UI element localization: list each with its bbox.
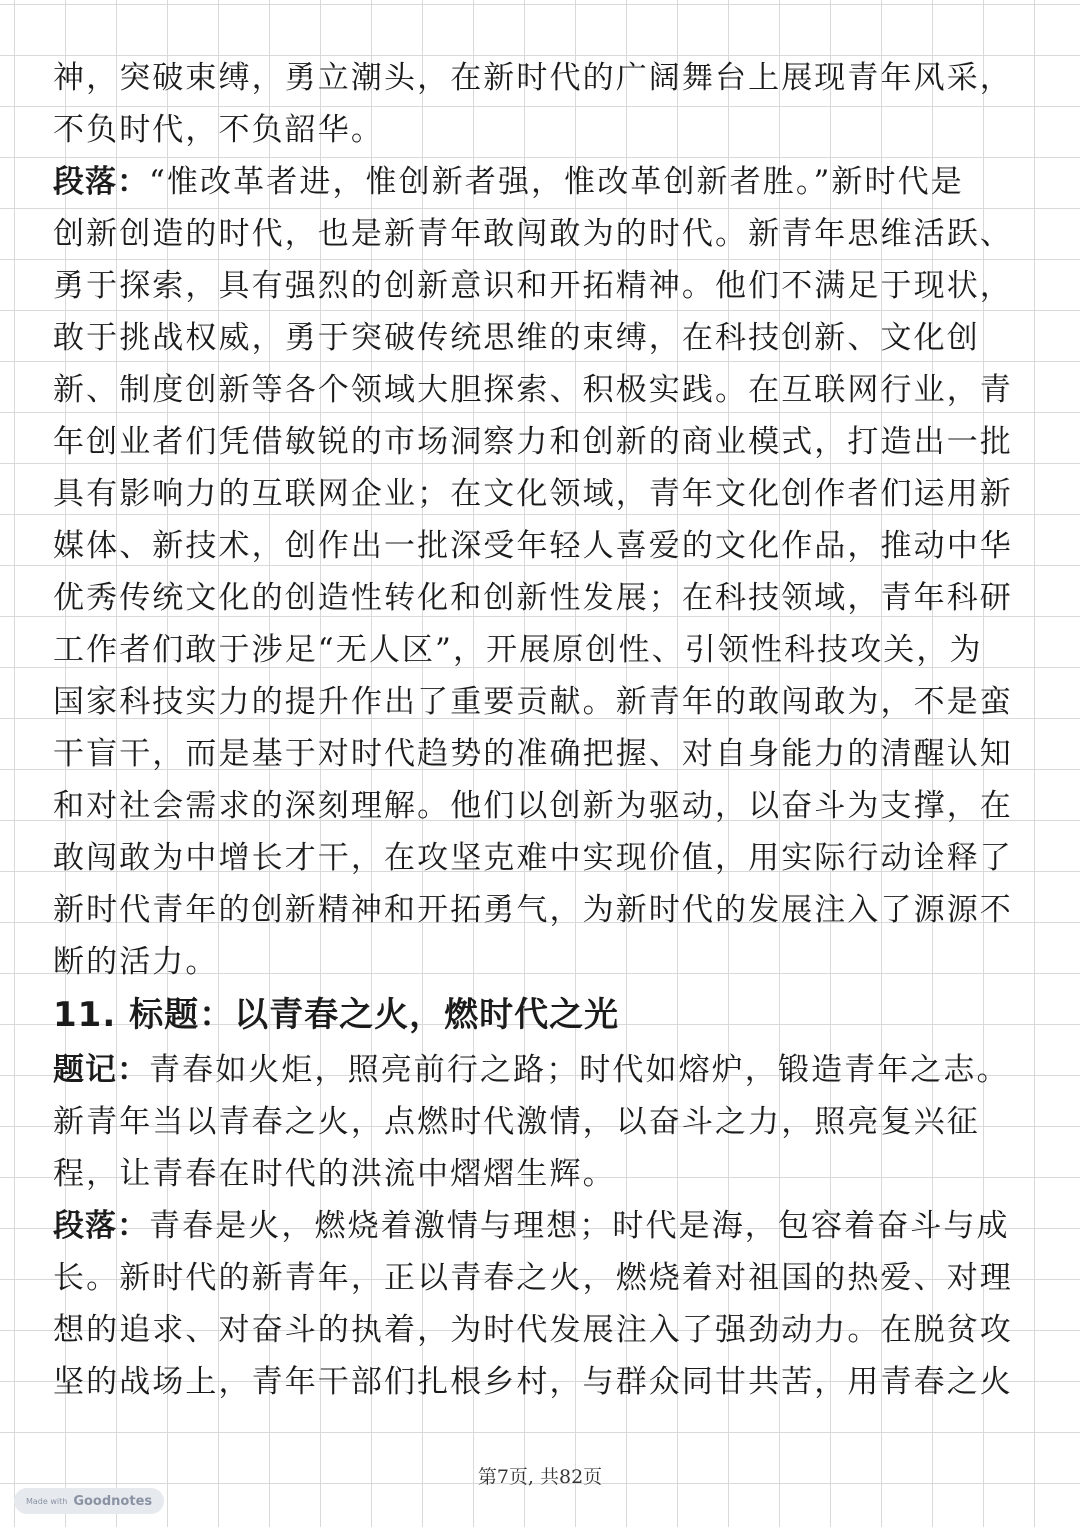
text-line: 勇于探索，具有强烈的创新意识和开拓精神。他们不满足于现状，: [53, 268, 1013, 304]
badge-brand: Goodnotes: [73, 1493, 153, 1509]
text-line: 神，突破束缚，勇立潮头，在新时代的广阔舞台上展现青年风采，: [53, 60, 1013, 96]
text-line: 新青年当以青春之火，点燃时代激情，以奋斗之力，照亮复兴征: [53, 1104, 980, 1140]
goodnotes-badge: [14, 1488, 164, 1514]
text-line: 敢闯敢为中增长才干，在攻坚克难中实现价值，用实际行动诠释了: [53, 840, 1013, 876]
text-line: 工作者们敢于涉足“无人区”，开展原创性、引领性科技攻关，为: [53, 632, 983, 668]
paragraph-opening-text: 青春是火，燃烧着激情与理想；时代是海，包容着奋斗与成: [149, 1208, 1010, 1244]
text-line: 年创业者们凭借敏锐的市场洞察力和创新的商业模式，打造出一批: [53, 424, 1013, 460]
text-line: 国家科技实力的提升作出了重要贡献。新青年的敢闯敢为，不是蛮: [53, 684, 1013, 720]
text-line: 程，让青春在时代的洪流中熠熠生辉。: [53, 1156, 616, 1192]
text-line: 和对社会需求的深刻理解。他们以创新为驱动，以奋斗为支撑，在: [53, 788, 1013, 824]
paragraph-label: 段落：: [53, 1208, 149, 1244]
text-line: 想的追求、对奋斗的执着，为时代发展注入了强劲动力。在脱贫攻: [53, 1312, 1013, 1348]
text-line: 新、制度创新等各个领域大胆探索、积极实践。在互联网行业，青: [53, 372, 1013, 408]
text-line: 长。新时代的新青年，正以青春之火，燃烧着对祖国的热爱、对理: [53, 1260, 1013, 1296]
epigraph-label: 题记：: [53, 1052, 149, 1088]
epigraph-opening-text: 青春如火炬，照亮前行之路；时代如熔炉，锻造青年之志。: [149, 1052, 1010, 1088]
badge-made-with: Made with: [26, 1496, 68, 1506]
text-line: 媒体、新技术，创作出一批深受年轻人喜爱的文化作品，推动中华: [53, 528, 1013, 564]
paragraph-opening-text: “惟改革者进，惟创新者强，惟改革创新者胜。”新时代是: [149, 164, 964, 200]
text-line: 具有影响力的互联网企业；在文化领域，青年文化创作者们运用新: [53, 476, 1013, 512]
text-line: 优秀传统文化的创造性转化和创新性发展；在科技领域，青年科研: [53, 580, 1013, 616]
text-line: 创新创造的时代，也是新青年敢闯敢为的时代。新青年思维活跃、: [53, 216, 1013, 252]
section-heading: 11. 标题：以青春之火，燃时代之光: [53, 995, 620, 1035]
text-line: 不负时代，不负韶华。: [53, 112, 384, 148]
text-line: 坚的战场上，青年干部们扎根乡村，与群众同甘共苦，用青春之火: [53, 1364, 1013, 1400]
text-line: 断的活力。: [53, 944, 219, 980]
paragraph-first-line: [53, 156, 1033, 208]
paragraph-label: 段落：: [53, 164, 149, 200]
text-line: 干盲干，而是基于对时代趋势的准确把握、对自身能力的清醒认知: [53, 736, 1013, 772]
document-body: [53, 52, 1033, 1408]
epigraph-first-line: [53, 1044, 1033, 1096]
text-line: 新时代青年的创新精神和开拓勇气，为新时代的发展注入了源源不: [53, 892, 1013, 928]
paragraph-first-line: [53, 1200, 1033, 1252]
text-line: 敢于挑战权威，勇于突破传统思维的束缚，在科技创新、文化创: [53, 320, 980, 356]
page-number: 第7页, 共82页: [477, 1466, 603, 1488]
